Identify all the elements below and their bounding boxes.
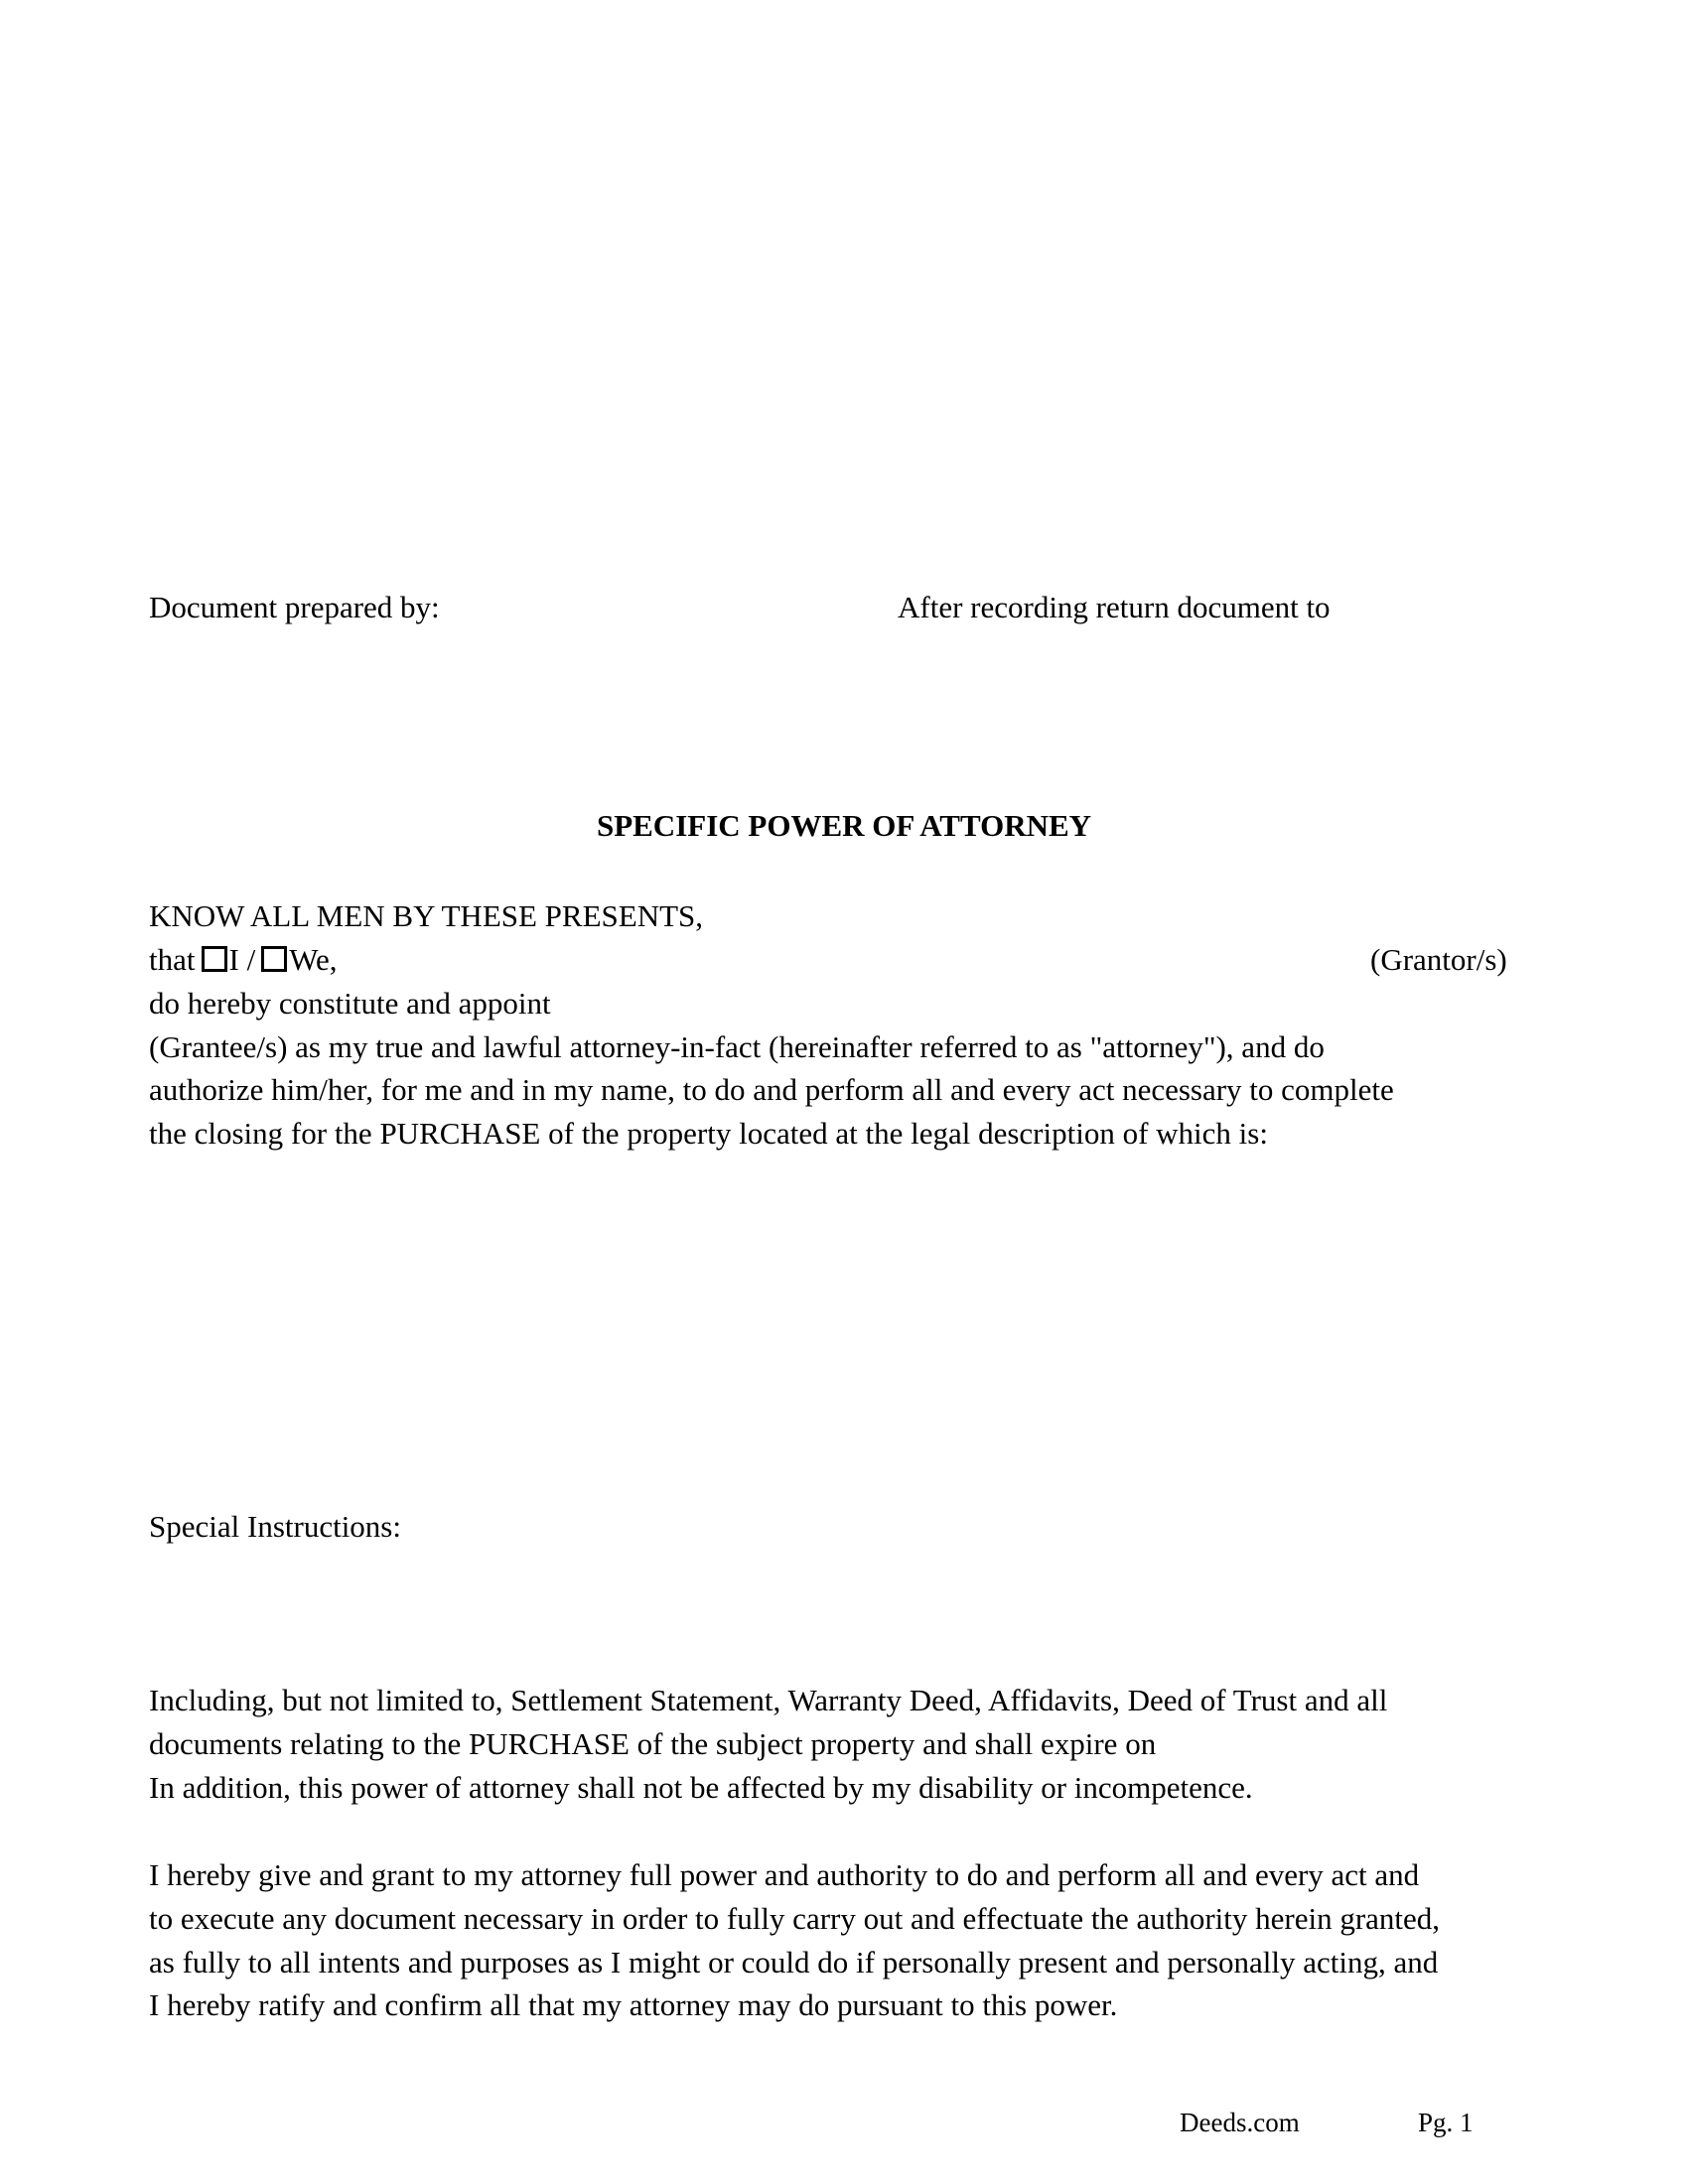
document-title-text: SPECIFIC POWER OF ATTORNEY [596,808,1092,843]
know-all-men-line: KNOW ALL MEN BY THESE PRESENTS, [149,898,704,933]
appointment-paragraph-line: the closing for the PURCHASE of the property located at the legal description of which is: [149,1116,1268,1151]
including-paragraph-line: In addition, this power of attorney shall not be affected by my disability or incompetence. [149,1770,1253,1805]
grantor-selection-line [149,944,337,975]
that-prefix: that [149,942,196,977]
appointment-paragraph-line: (Grantee/s) as my true and lawful attorney-in-fact (hereinafter referred to as "attorney"), and do [149,1029,1325,1064]
including-paragraph-line: documents relating to the PURCHASE of the subject property and shall expire on [149,1726,1157,1761]
grant-paragraph-line: as fully to all intents and purposes as I might or could do if personally present and personally acting, and [149,1945,1439,1979]
document-title [0,810,1688,841]
grant-paragraph-line: I hereby give and grant to my attorney full power and authority to do and perform all and every act and [149,1857,1420,1892]
appointment-paragraph-line: authorize him/her, for me and in my name, to do and perform all and every act necessary to complete [149,1072,1394,1107]
option-we-label: We, [289,942,338,977]
grantor-label: (Grantor/s) [1370,942,1507,977]
checkbox-i[interactable] [202,946,227,972]
footer-site-name: Deeds.com [1180,2108,1300,2137]
constitute-appoint-line: do hereby constitute and appoint [149,986,551,1021]
special-instructions-label: Special Instructions: [149,1509,401,1544]
checkbox-we[interactable] [261,946,287,972]
grant-paragraph-line: I hereby ratify and confirm all that my attorney may do pursuant to this power. [149,1987,1118,2022]
option-i-label: I / [228,942,256,977]
including-paragraph-line: Including, but not limited to, Settlement Statement, Warranty Deed, Affidavits, Deed of Trust and all [149,1683,1388,1717]
document-prepared-by-label: Document prepared by: [149,590,440,624]
grant-paragraph-line: to execute any document necessary in order to fully carry out and effectuate the authority herein granted, [149,1901,1441,1936]
footer-page-number: Pg. 1 [1418,2108,1474,2137]
return-document-to-label: After recording return document to [898,590,1331,624]
